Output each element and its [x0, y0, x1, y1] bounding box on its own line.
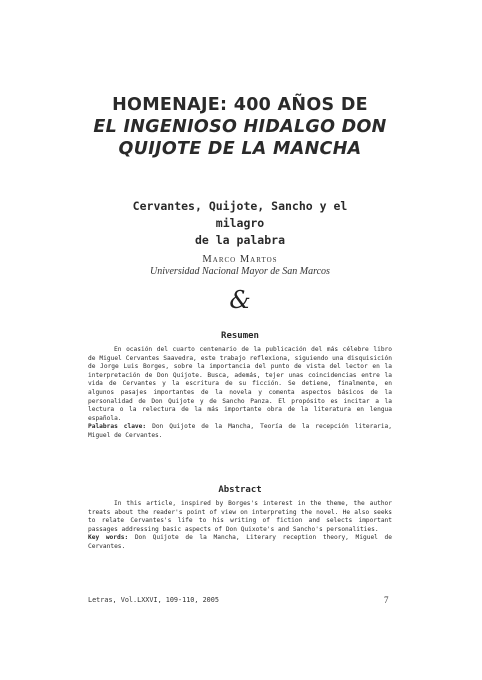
resumen-heading: Resumen — [221, 331, 259, 341]
article-title — [90, 94, 390, 160]
resumen-paragraph: En ocasión del cuarto centenario de la publicación del más célebre libro de Miguel Cervantes Saavedra, este trabajo reflexiona, siguiendo una disquisición de Jorge Luis Borges, sobre la importancia del punto de vista del lector en la interpretación de Don Quijote. Busca, además, tejer unas coincidencias entre la vida de Cervantes y la escritura de su ficción. Se detiene, finalmente, en algunos pasajes importantes de la novela y comenta aspectos básicos de la personalidad de Don Quijote y de Sancho Panza. El propósito es incitar a la lectura o la relectura de la más importante obra de la literatura en lengua española. — [88, 346, 392, 422]
article-subtitle — [110, 198, 370, 249]
title-line-3: QUIJOTE DE LA MANCHA — [118, 139, 362, 159]
journal-citation: Letras, Vol.LXXVI, 109-110, 2005 — [88, 596, 219, 604]
author-name: Marco Martos — [202, 254, 278, 265]
resumen-section — [88, 346, 392, 441]
abstract-paragraph: In this article, inspired by Borges's interest in the theme, the author treats about the reader's point of view on interpreting the novel. He also seeks to relate Cervantes's life to his writing of fiction and selects important passages addressing basic aspects of Don Quixote's and Sancho's personalities. — [88, 500, 392, 533]
ampersand-ornament: & — [229, 286, 251, 314]
title-line-2: EL INGENIOSO HIDALGO DON — [93, 117, 387, 137]
resumen-keywords-text: Don Quijote de la Mancha, Teoría de la recepción literaria, Miguel de Cervantes. — [88, 423, 392, 439]
abstract-heading: Abstract — [218, 485, 262, 495]
title-line-1: HOMENAJE: 400 AÑOS DE — [112, 95, 368, 115]
resumen-keywords-label: Palabras clave: — [88, 423, 147, 431]
subtitle-line-2: de la palabra — [194, 233, 285, 247]
resumen-keywords — [88, 423, 392, 440]
abstract-keywords-text: Don Quijote de la Mancha, Literary reception theory, Miguel de Cervantes. — [88, 534, 392, 550]
subtitle-line-1: Cervantes, Quijote, Sancho y el milagro — [132, 199, 348, 230]
page-number: 7 — [384, 595, 389, 605]
abstract-keywords — [88, 534, 392, 551]
author-affiliation: Universidad Nacional Mayor de San Marcos — [150, 266, 330, 277]
abstract-keywords-label: Key words: — [88, 534, 129, 542]
abstract-section — [88, 500, 392, 552]
